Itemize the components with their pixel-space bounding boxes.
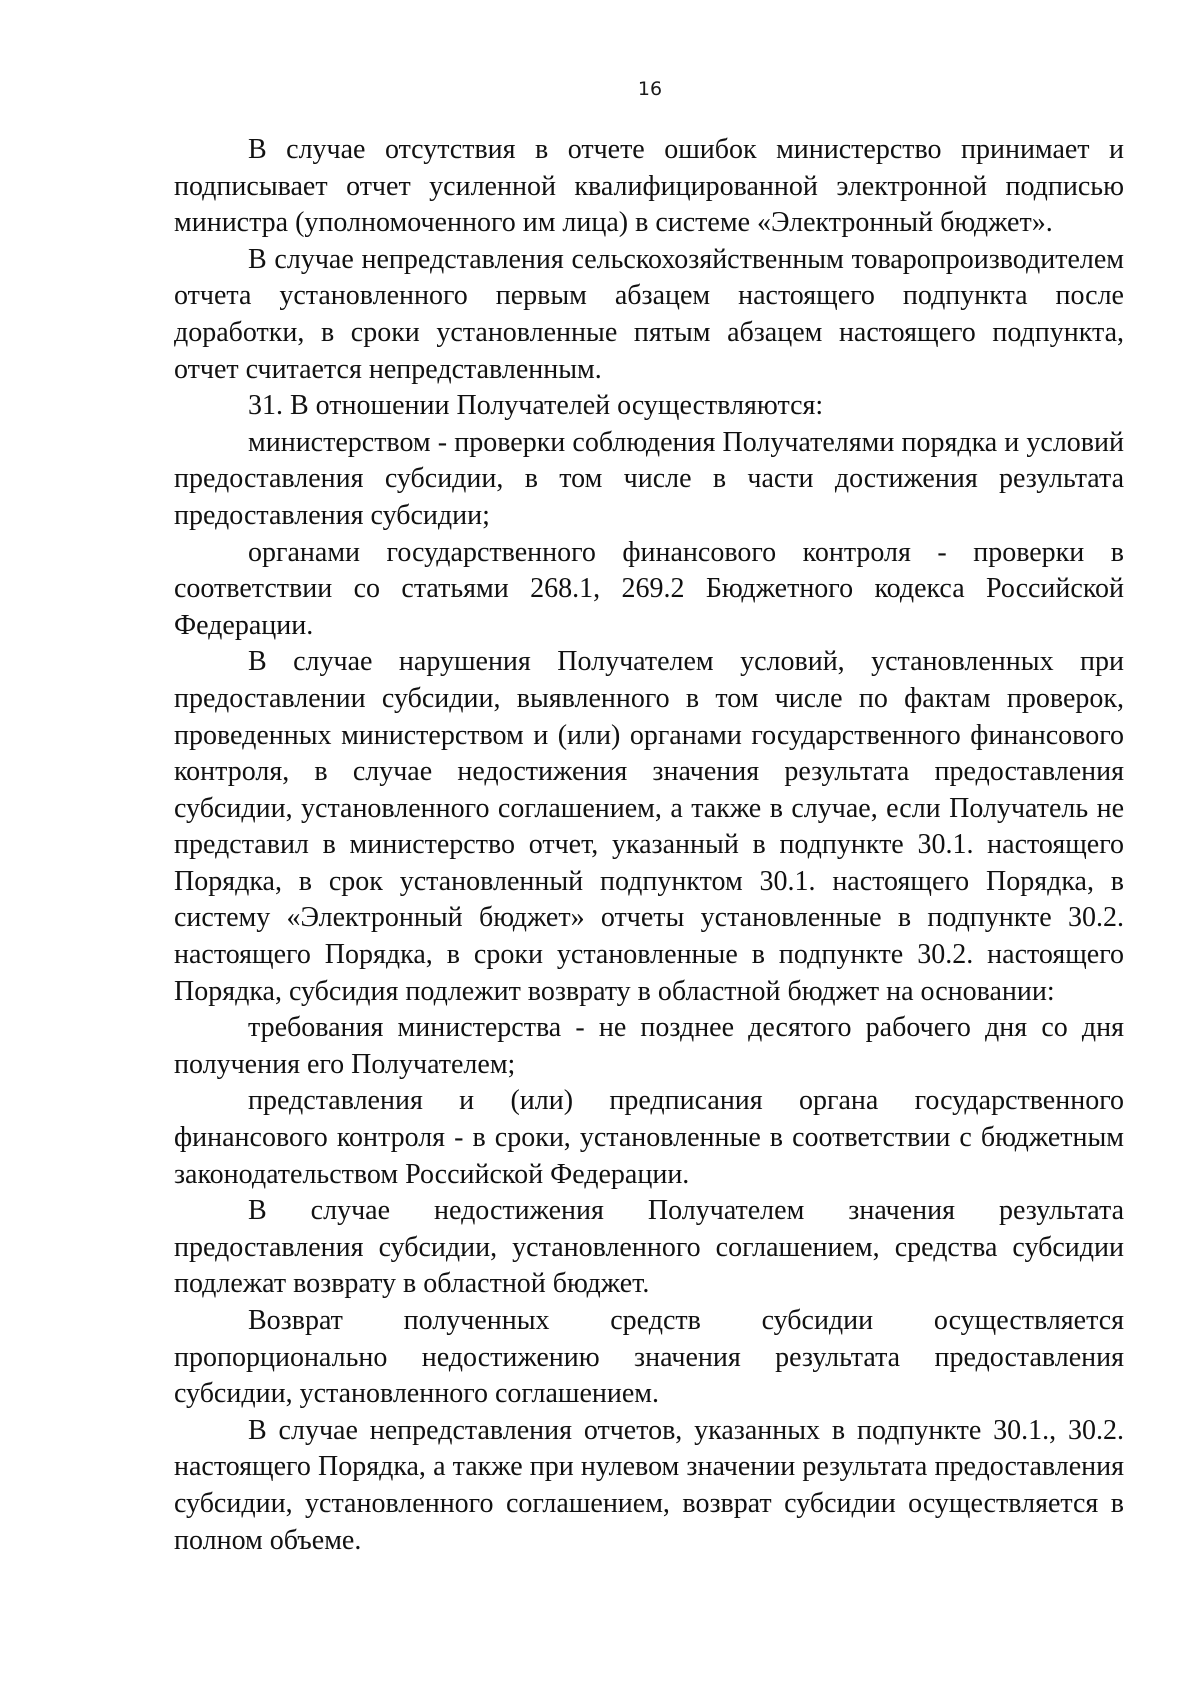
paragraph-full-refund: В случае непредставления отчетов, указанных в подпункте 30.1., 30.2. настоящего Порядка, а также при нулевом значении результата предоставления субсидии, установленного соглашением, возврат субсидии осуществляется в полном объеме. <box>174 1414 1124 1556</box>
paragraph-violation-refund: В случае нарушения Получателем условий, установленных при предоставлении субсидии, выявленного в том числе по фактам проверок, проведенных министерством и (или) органами государственного финансового контроля, в случае недостижения значения результата предоставления субсидии, установленного соглашением, а также в случае, если Получатель не представил в министерство отчет, указанный в подпункте 30.1. настоящего Порядка, в срок установленный подпунктом 30.1. настоящего Порядка, в систему «Электронный бюджет» отчеты установленные в подпункте 30.2. настоящего Порядка, в сроки установленные в подпункте 30.2. настоящего Порядка, субсидия подлежит возврату в областной бюджет на основании: <box>174 646 1124 1007</box>
page-number: 16 <box>637 78 663 100</box>
paragraph-financial-control-checks: органами государственного финансового контроля - проверки в соответствии со статьями 268.1, 269.2 Бюджетного кодекса Российской Федерации. <box>174 536 1124 641</box>
paragraph-report-acceptance: В случае отсутствия в отчете ошибок министерство принимает и подписывает отчет усиленной квалифицированной электронной подписью министра (уполномоченного им лица) в системе «Электронный бюджет». <box>174 134 1124 239</box>
paragraph-proportional-refund: Возврат полученных средств субсидии осуществляется пропорционально недостижению значения результата предоставления субсидии, установленного соглашением. <box>174 1305 1124 1410</box>
paragraph-report-not-submitted: В случае непредставления сельскохозяйственным товаропроизводителем отчета установленного первым абзацем настоящего подпункта после доработки, в сроки установленные пятым абзацем настоящего подпункта, отчет считается непредставленным. <box>174 243 1124 385</box>
paragraph-ministry-requirement: требования министерства - не позднее десятого рабочего дня со дня получения его Получателем; <box>174 1012 1124 1080</box>
paragraph-result-not-achieved: В случае недостижения Получателем значения результата предоставления субсидии, установленного соглашением, средства субсидии подлежат возврату в областной бюджет. <box>174 1195 1124 1300</box>
paragraph-control-body-order: представления и (или) предписания органа государственного финансового контроля - в сроки, установленные в соответствии с бюджетным законодательством Российской Федерации. <box>174 1085 1124 1190</box>
paragraph-section-31: 31. В отношении Получателей осуществляются: <box>248 390 824 422</box>
paragraph-ministry-checks: министерством - проверки соблюдения Получателями порядка и условий предоставления субсидии, в том числе в части достижения результата предоставления субсидии; <box>174 426 1124 531</box>
document-body <box>174 132 1124 1559</box>
